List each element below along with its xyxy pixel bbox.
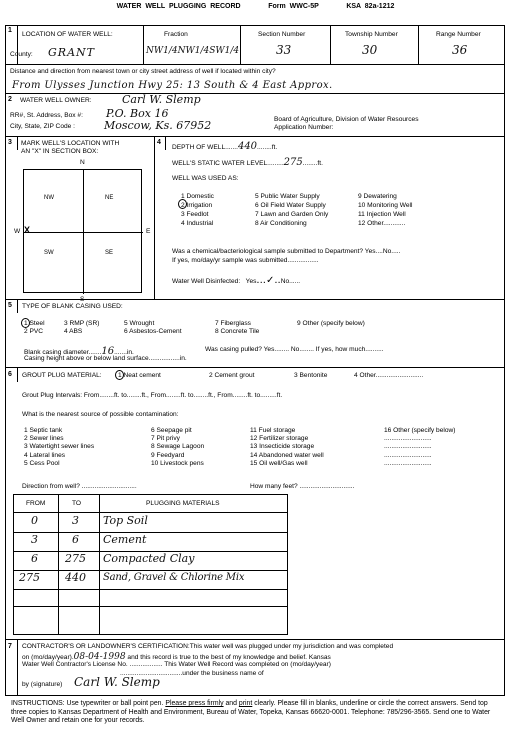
divider (17, 299, 18, 313)
circled-mark (115, 370, 124, 380)
application-label: Application Number: (274, 124, 334, 131)
use-options-col2 (255, 192, 328, 228)
quadrant-sw: SW (44, 250, 54, 256)
contam-col2 (151, 427, 204, 468)
use-options-col1 (181, 192, 214, 228)
divider (17, 367, 18, 382)
cert-line-4: ..................................under the business name of (120, 670, 264, 677)
casing-label: TYPE OF BLANK CASING USED: (22, 303, 123, 310)
contam-privy[interactable]: 7 Pit privy (151, 435, 180, 443)
use-option-industrial[interactable]: 4 Industrial (181, 220, 214, 227)
divider (5, 64, 505, 65)
grout-bentonite[interactable]: 3 Bentonite (294, 372, 328, 379)
instructions (11, 700, 500, 726)
section-number-3: 3 (8, 139, 12, 146)
contam-fuel[interactable]: 11 Fuel storage (250, 427, 296, 434)
row-material[interactable]: Sand, Gravel & Chlorine Mix (103, 572, 245, 583)
static-level-field[interactable]: 275 (283, 157, 303, 168)
check-mark-icon: ...✓.. (256, 275, 281, 286)
circled-mark (21, 318, 30, 328)
table-header-from: FROM (26, 500, 46, 507)
use-options-col3 (358, 192, 413, 228)
table-row[interactable] (13, 514, 288, 533)
depth-field[interactable]: 440 (237, 141, 258, 152)
divider (17, 639, 18, 696)
grout-other[interactable]: 4 Other.......................... (354, 372, 424, 379)
contam-lateral[interactable]: 4 Lateral lines (24, 451, 66, 459)
contam-septic[interactable]: 1 Septic tank (24, 427, 63, 434)
intervals-label: Grout Plug Intervals: From........ft. to........ft., From........ft. to........ft., From........ft. to.........ft. (22, 392, 283, 399)
cert-line-3: Water Well Contractor's License No. .................. This Water Well Record was completed on (mo/day/year) (22, 661, 331, 668)
divider (240, 25, 241, 64)
form-number: Form WWC-5P (268, 3, 319, 10)
compass-n: N (80, 159, 85, 166)
contam-other-line[interactable]: .......................... (384, 435, 432, 443)
grout-cement-grout[interactable]: 2 Cement grout (209, 372, 255, 379)
row-from[interactable]: 6 (31, 552, 38, 565)
casing-abs[interactable]: 4 ABS (64, 328, 83, 335)
location-label: LOCATION OF WATER WELL: (22, 31, 113, 38)
divider (154, 136, 155, 299)
divider (5, 367, 505, 368)
fraction-label: Fraction (164, 31, 188, 38)
casing-other[interactable]: 9 Other (specify below) (297, 320, 365, 327)
use-option-oil-field[interactable]: 6 Oil Field Water Supply (255, 202, 326, 209)
city-label: City, State, ZIP Code : (10, 123, 75, 130)
used-as-label: WELL WAS USED AS: (172, 175, 239, 182)
contam-fertilizer[interactable]: 12 Fertilizer storage (250, 435, 309, 443)
row-to[interactable]: 6 (72, 533, 79, 546)
cert-line-1: CONTRACTOR'S OR LANDOWNER'S CERTIFICATION:This water well was plugged under my jurisdiction and was completed (22, 643, 394, 650)
board-label: Board of Agriculture, Division of Water Resources (274, 116, 419, 123)
row-from[interactable]: 3 (31, 533, 38, 546)
depth-label-text: DEPTH OF WELL....... (172, 144, 238, 151)
static-unit: ........ft. (302, 160, 323, 167)
county-field[interactable]: GRANT (48, 46, 95, 59)
grout-label: GROUT PLUG MATERIAL: (22, 372, 102, 379)
mark-label-1: MARK WELL'S LOCATION WITH (21, 140, 120, 147)
use-option-public[interactable]: 5 Public Water Supply (255, 193, 320, 200)
divider (5, 136, 505, 137)
section-box[interactable] (23, 169, 142, 293)
chem-date-label: If yes, mo/day/yr sample was submitted................. (172, 257, 319, 264)
instructions-print: print (238, 700, 253, 707)
cert-date-field[interactable]: 08-04-1998 (73, 652, 126, 662)
contam-seepage[interactable]: 6 Seepage pit (151, 427, 192, 434)
casing-wrought[interactable]: 5 Wrought (124, 320, 155, 327)
casing-pulled-label: Was casing pulled? Yes........ No........ If yes, how much.......... (205, 346, 384, 353)
address-label: RR#, St. Address, Box #: (10, 112, 83, 119)
divider (5, 299, 505, 300)
row-material[interactable]: Top Soil (103, 514, 148, 527)
depth-label (172, 141, 277, 153)
row-to[interactable]: 440 (65, 571, 86, 584)
distance-label: Distance and direction from nearest town or city street address of well if located within city? (10, 68, 276, 75)
city-field[interactable]: Moscow, Ks. 67952 (104, 119, 212, 132)
contam-livestock[interactable]: 10 Livestock pens (151, 459, 204, 467)
divider (5, 93, 505, 94)
contam-watertight[interactable]: 3 Watertight sewer lines (24, 443, 95, 451)
circled-mark (178, 199, 187, 209)
disinfect-label-text: Water Well Disinfected: (172, 278, 241, 285)
contam-other[interactable]: 16 Other (specify below) (384, 427, 456, 434)
section-number-7: 7 (8, 643, 12, 650)
use-option-irrigation[interactable]: 2 Irrigation (181, 202, 213, 209)
grid-line (24, 232, 143, 233)
divider (418, 25, 419, 64)
use-option-domestic[interactable]: 1 Domestic (181, 193, 214, 200)
contam-col1 (24, 427, 94, 468)
disinfect-label (172, 275, 300, 287)
contam-abandoned[interactable]: 14 Abandoned water well (250, 451, 324, 459)
diameter-label-text: Blank casing diameter....... (24, 349, 102, 356)
signature-field[interactable]: Carl W. Slemp (74, 675, 160, 689)
ksa-reference: KSA 82a-1212 (346, 3, 395, 10)
disinfect-yes[interactable]: Yes (245, 278, 257, 285)
township-label: Township Number (345, 31, 398, 38)
signature-label: by (signature) (22, 681, 63, 688)
range-field[interactable]: 36 (452, 43, 468, 57)
static-label-text: WELL'S STATIC WATER LEVEL......... (172, 160, 284, 167)
cert-line-2-rest: and this record is true to the best of my knowledge and belief. Kansas (127, 654, 331, 661)
contam-other-line[interactable]: .......................... (384, 443, 432, 451)
casing-concrete[interactable]: 8 Concrete Tile (215, 328, 260, 335)
owner-field[interactable]: Carl W. Slemp (122, 93, 201, 106)
contam-other-line[interactable]: .......................... (384, 451, 432, 459)
row-from[interactable]: 0 (31, 514, 38, 527)
owner-label: WATER WELL OWNER: (20, 97, 92, 104)
contam-cess[interactable]: 5 Cess Pool (24, 459, 60, 467)
section-number-2: 2 (8, 96, 12, 103)
quadrant-ne: NE (105, 195, 114, 201)
mark-label-2: AN "X" IN SECTION BOX: (21, 148, 99, 155)
disinfect-no[interactable]: No...... (280, 278, 301, 285)
divider (165, 136, 166, 150)
row-to[interactable]: 3 (72, 514, 79, 527)
row-material[interactable]: Cement (103, 533, 147, 546)
table-row[interactable] (13, 552, 288, 571)
row-to[interactable]: 275 (65, 552, 86, 565)
use-option-other[interactable]: 12 Other............ (358, 220, 406, 227)
section-number-5: 5 (8, 302, 12, 309)
county-label: County: (10, 51, 33, 58)
table-row-empty[interactable] (13, 590, 288, 607)
divider (330, 25, 331, 64)
form-title: WATER WELL PLUGGING RECORD (116, 3, 241, 10)
casing-height-label: Casing height above or below land surface.................in. (24, 355, 187, 362)
instructions-lead: INSTRUCTIONS: Use typewriter or ball point pen. (11, 700, 164, 707)
cert-line-2-text: on (mo/day/year). (22, 654, 74, 661)
table-row[interactable] (13, 533, 288, 552)
diameter-field[interactable]: 16 (101, 346, 115, 357)
casing-rmp[interactable]: 3 RMP (SR) (64, 320, 100, 327)
divider (5, 639, 505, 640)
table-row[interactable] (13, 571, 288, 590)
use-option-monitoring[interactable]: 10 Monitoring Well (358, 202, 413, 209)
table-row-empty[interactable] (13, 607, 288, 624)
row-material[interactable]: Compacted Clay (103, 552, 195, 565)
use-option-air[interactable]: 8 Air Conditioning (255, 220, 307, 227)
distance-field[interactable]: From Ulysses Junction Hwy 25: 13 South & 4 East Approx. (12, 80, 333, 91)
how-many-feet-label: How many feet? .............................. (250, 483, 355, 490)
casing-fiberglass[interactable]: 7 Fiberglass (215, 320, 251, 327)
casing-steel[interactable]: 1 Steel (24, 320, 45, 327)
contam-col3 (250, 427, 324, 468)
use-option-injection[interactable]: 11 Injection Well (358, 211, 406, 218)
instructions-and: and (223, 700, 239, 707)
well-location-mark: X (24, 225, 31, 235)
contam-sewer[interactable]: 2 Sewer lines (24, 435, 64, 443)
table-header-to: TO (72, 500, 82, 507)
contam-other-line[interactable]: .......................... (384, 459, 432, 467)
divider (17, 136, 18, 150)
quadrant-nw: NW (44, 195, 54, 201)
section-number-1: 1 (8, 27, 12, 34)
use-option-lawn[interactable]: 7 Lawn and Garden Only (255, 211, 329, 218)
instructions-press: Please press firmly (165, 700, 224, 707)
section-field[interactable]: 33 (276, 43, 292, 57)
depth-unit: ........ft. (257, 144, 278, 151)
divider (143, 25, 144, 64)
instructions-rest: clearly. Please fill in blanks, underline or circle the correct answers. Send top three copies to Kansas Department of Health and Environment, Bureau of Water, Topeka, Kansas 66620-0001. Telephone: 785/296-3565. Send one to Water Well Owner and retain one for your records. (11, 700, 491, 725)
chem-sample-label: Was a chemical/bacteriological sample submitted to Department? Yes....No..... (172, 248, 401, 255)
section-label: Section Number (258, 31, 306, 38)
static-level-label (172, 157, 323, 169)
contam-feedyard[interactable]: 9 Feedyard (151, 451, 185, 459)
address-field[interactable]: P.O. Box 16 (106, 107, 169, 120)
form-header (0, 3, 511, 11)
range-label: Range Number (436, 31, 481, 38)
casing-asbestos[interactable]: 6 Asbestos-Cement (124, 328, 182, 335)
contamination-label: What is the nearest source of possible contamination: (22, 411, 179, 418)
contam-insecticide[interactable]: 13 Insecticide storage (250, 443, 315, 451)
grout-neat-cement[interactable]: 1 Neat cement (118, 372, 161, 379)
row-from[interactable]: 275 (19, 571, 40, 584)
section-number-6: 6 (8, 371, 12, 378)
use-option-dewatering[interactable]: 9 Dewatering (358, 193, 397, 200)
township-field[interactable]: 30 (362, 43, 378, 57)
compass-e: E (146, 228, 151, 235)
quadrant-se: SE (105, 250, 114, 256)
direction-label: Direction from well? .............................. (22, 483, 137, 490)
fraction-field[interactable]: NW1/4NW1/4SW1/4 (146, 46, 240, 56)
contam-oil-gas[interactable]: 15 Oil well/Gas well (250, 459, 308, 467)
table-header-materials: PLUGGING MATERIALS (146, 500, 220, 507)
contam-col4 (384, 427, 455, 468)
casing-pvc[interactable]: 2 PVC (24, 328, 44, 335)
contam-lagoon[interactable]: 8 Sewage Lagoon (151, 443, 205, 451)
divider (14, 512, 287, 513)
use-option-feedlot[interactable]: 3 Feedlot (181, 211, 209, 218)
compass-w: W (14, 228, 21, 235)
diameter-unit: .......in. (114, 349, 134, 356)
section-number-4: 4 (157, 139, 161, 146)
